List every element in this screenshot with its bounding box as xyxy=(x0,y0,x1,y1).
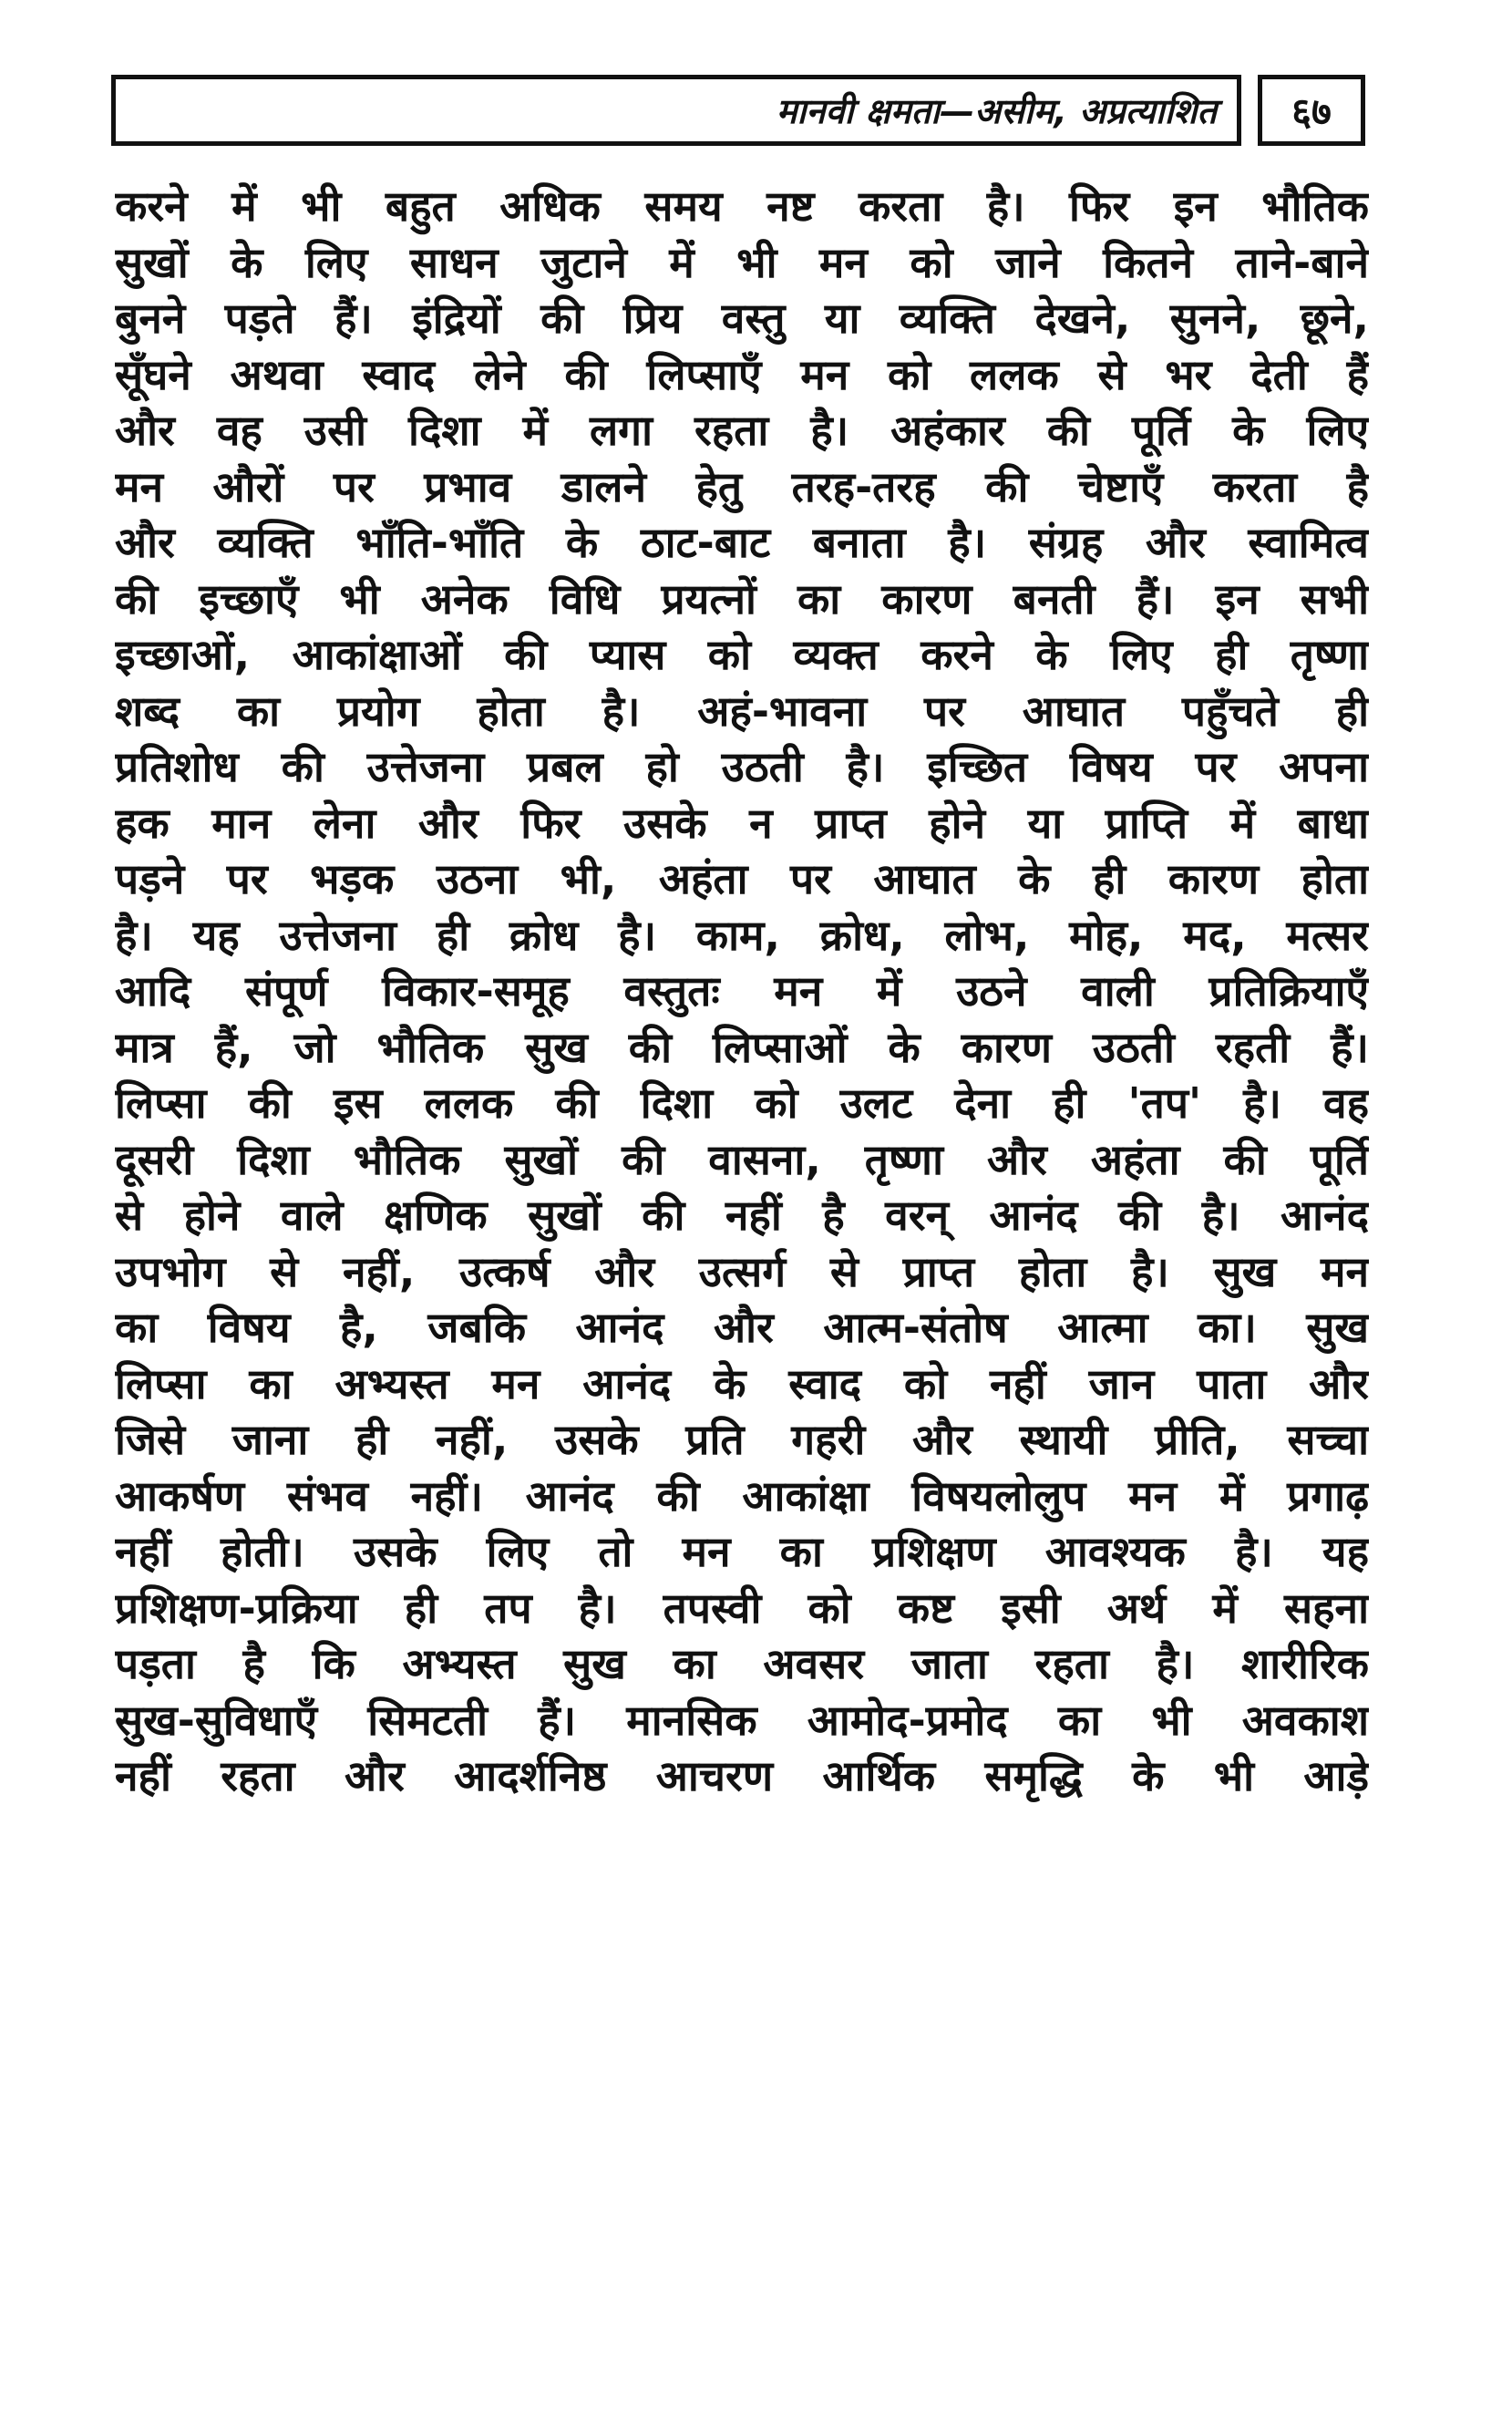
text-line: मात्र हैं, जो भौतिक सुख की लिप्साओं के कारण उठती रहती हैं। xyxy=(115,1022,1369,1072)
text-line: मन औरों पर प्रभाव डालने हेतु तरह-तरह की चेष्टाएँ करता है xyxy=(115,461,1369,511)
text-line: लिप्सा का अभ्यस्त मन आनंद के स्वाद को नहीं जान पाता और xyxy=(115,1358,1369,1408)
text-line: नहीं होती। उसके लिए तो मन का प्रशिक्षण आवश्यक है। यह xyxy=(115,1527,1369,1576)
text-line: है। यह उत्तेजना ही क्रोध है। काम, क्रोध, लोभ, मोह, मद, मत्सर xyxy=(115,910,1369,960)
text-line: आदि संपूर्ण विकार-समूह वस्तुतः मन में उठने वाली प्रतिक्रियाएँ xyxy=(115,966,1369,1016)
text-line: और व्यक्ति भाँति-भाँति के ठाट-बाट बनाता है। संग्रह और स्वामित्व xyxy=(115,518,1369,567)
text-line: करने में भी बहुत अधिक समय नष्ट करता है। फिर इन भौतिक xyxy=(115,181,1369,231)
running-title-box xyxy=(111,75,1241,146)
text-line: और वह उसी दिशा में लगा रहता है। अहंकार की पूर्ति के लिए xyxy=(115,406,1369,455)
text-line: पड़ने पर भड़क उठना भी, अहंता पर आघात के ही कारण होता xyxy=(115,854,1369,903)
page-number-box xyxy=(1258,75,1365,146)
text-line: आकर्षण संभव नहीं। आनंद की आकांक्षा विषयलोलुप मन में प्रगाढ़ xyxy=(115,1470,1369,1521)
text-line: की इच्छाएँ भी अनेक विधि प्रयत्नों का कारण बनती हैं। इन सभी xyxy=(115,573,1369,624)
text-line: प्रतिशोध की उत्तेजना प्रबल हो उठती है। इच्छित विषय पर अपना xyxy=(115,742,1369,791)
text-line: सुखों के लिए साधन जुटाने में भी मन को जाने कितने ताने-बाने xyxy=(115,237,1369,287)
text-line: जिसे जाना ही नहीं, उसके प्रति गहरी और स्थायी प्रीति, सच्चा xyxy=(115,1415,1369,1464)
text-line: सुख-सुविधाएँ सिमटती हैं। मानसिक आमोद-प्रमोद का भी अवकाश xyxy=(115,1695,1369,1745)
text-line: पड़ता है कि अभ्यस्त सुख का अवसर जाता रहता है। शारीरिक xyxy=(115,1639,1369,1688)
text-line: इच्छाओं, आकांक्षाओं की प्यास को व्यक्त करने के लिए ही तृष्णा xyxy=(115,630,1369,679)
text-line: सूँघने अथवा स्वाद लेने की लिप्साएँ मन को ललक से भर देती हैं xyxy=(115,349,1369,399)
page-number: ६७ xyxy=(1291,88,1332,134)
text-line: उपभोग से नहीं, उत्कर्ष और उत्सर्ग से प्राप्त होता है। सुख मन xyxy=(115,1246,1369,1296)
text-line: लिप्सा की इस ललक की दिशा को उलट देना ही 'तप' है। वह xyxy=(115,1078,1369,1128)
text-line: नहीं रहता और आदर्शनिष्ठ आचरण आर्थिक समृद्धि के भी आड़े xyxy=(115,1751,1369,1800)
running-title: मानवी क्षमता—असीम, अप्रत्याशित xyxy=(776,91,1217,131)
text-line: शब्द का प्रयोग होता है। अहं-भावना पर आघात पहुँचते ही xyxy=(115,686,1369,736)
text-line: प्रशिक्षण-प्रक्रिया ही तप है। तपस्वी को कष्ट इसी अर्थ में सहना xyxy=(115,1583,1369,1633)
text-line: का विषय है, जबकि आनंद और आत्म-संतोष आत्मा का। सुख xyxy=(115,1303,1369,1352)
text-line: दूसरी दिशा भौतिक सुखों की वासना, तृष्णा और अहंता की पूर्ति xyxy=(115,1134,1369,1184)
text-line: बुनने पड़ते हैं। इंद्रियों की प्रिय वस्तु या व्यक्ति देखने, सुनने, छूने, xyxy=(115,294,1369,343)
body-text xyxy=(115,179,1369,1805)
page-header xyxy=(111,75,1365,153)
text-line: हक मान लेना और फिर उसके न प्राप्त होने या प्राप्ति में बाधा xyxy=(115,798,1369,848)
text-line: से होने वाले क्षणिक सुखों की नहीं है वरन् आनंद की है। आनंद xyxy=(115,1191,1369,1240)
